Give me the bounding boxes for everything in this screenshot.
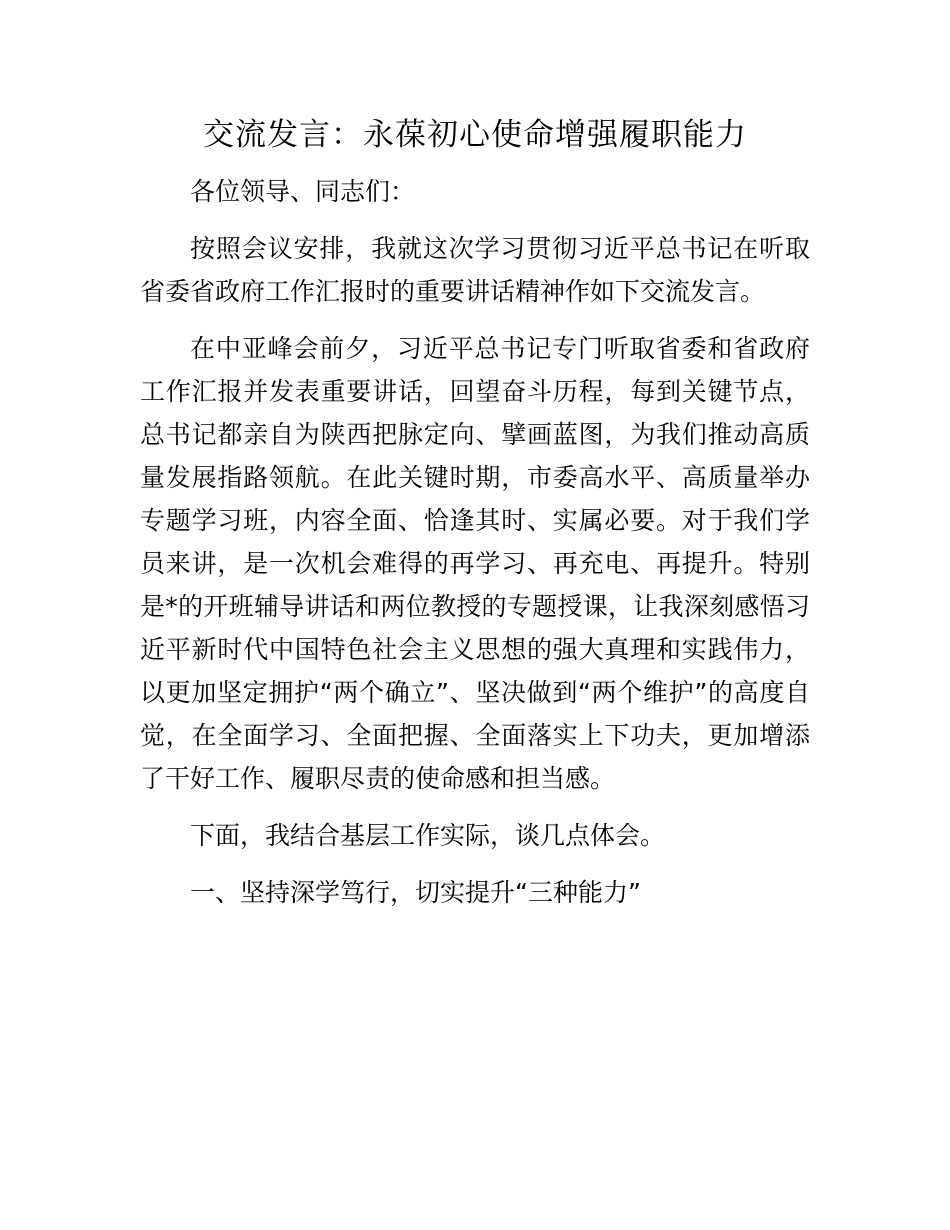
paragraph-intro: 按照会议安排，我就这次学习贯彻习近平总书记在听取省委省政府工作汇报时的重要讲话精神作如下交流发言。 (140, 234, 810, 306)
paragraph-main: 在中亚峰会前夕，习近平总书记专门听取省委和省政府工作汇报并发表重要讲话，回望奋斗历程，每到关键节点，总书记都亲自为陕西把脉定向、擘画蓝图，为我们推动高质量发展指路领航。在此关键时期，市委高水平、高质量举办专题学习班，内容全面、恰逢其时、实属必要。对于我们学员来讲，是一次机会难得的再学习、再充电、再提升。特别是*的开班辅导讲话和两位教授的专题授课，让我深刻感悟习近平新时代中国特色社会主义思想的强大真理和实践伟力，以更加坚定拥护“两个确立”、坚决做到“两个维护”的高度自觉，在全面学习、全面把握、全面落实上下功夫，更加增添了干好工作、履职尽责的使命感和担当感。 (140, 334, 810, 793)
paragraph-transition: 下面，我结合基层工作实际，谈几点体会。 (190, 821, 666, 850)
paragraph-salutation: 各位领导、同志们： (190, 177, 416, 206)
section-heading-1: 一、坚持深学笃行，切实提升“三种能力” (190, 878, 641, 907)
document-title: 交流发言：永葆初心使命增强履职能力 (203, 117, 747, 153)
document-body (140, 170, 810, 928)
